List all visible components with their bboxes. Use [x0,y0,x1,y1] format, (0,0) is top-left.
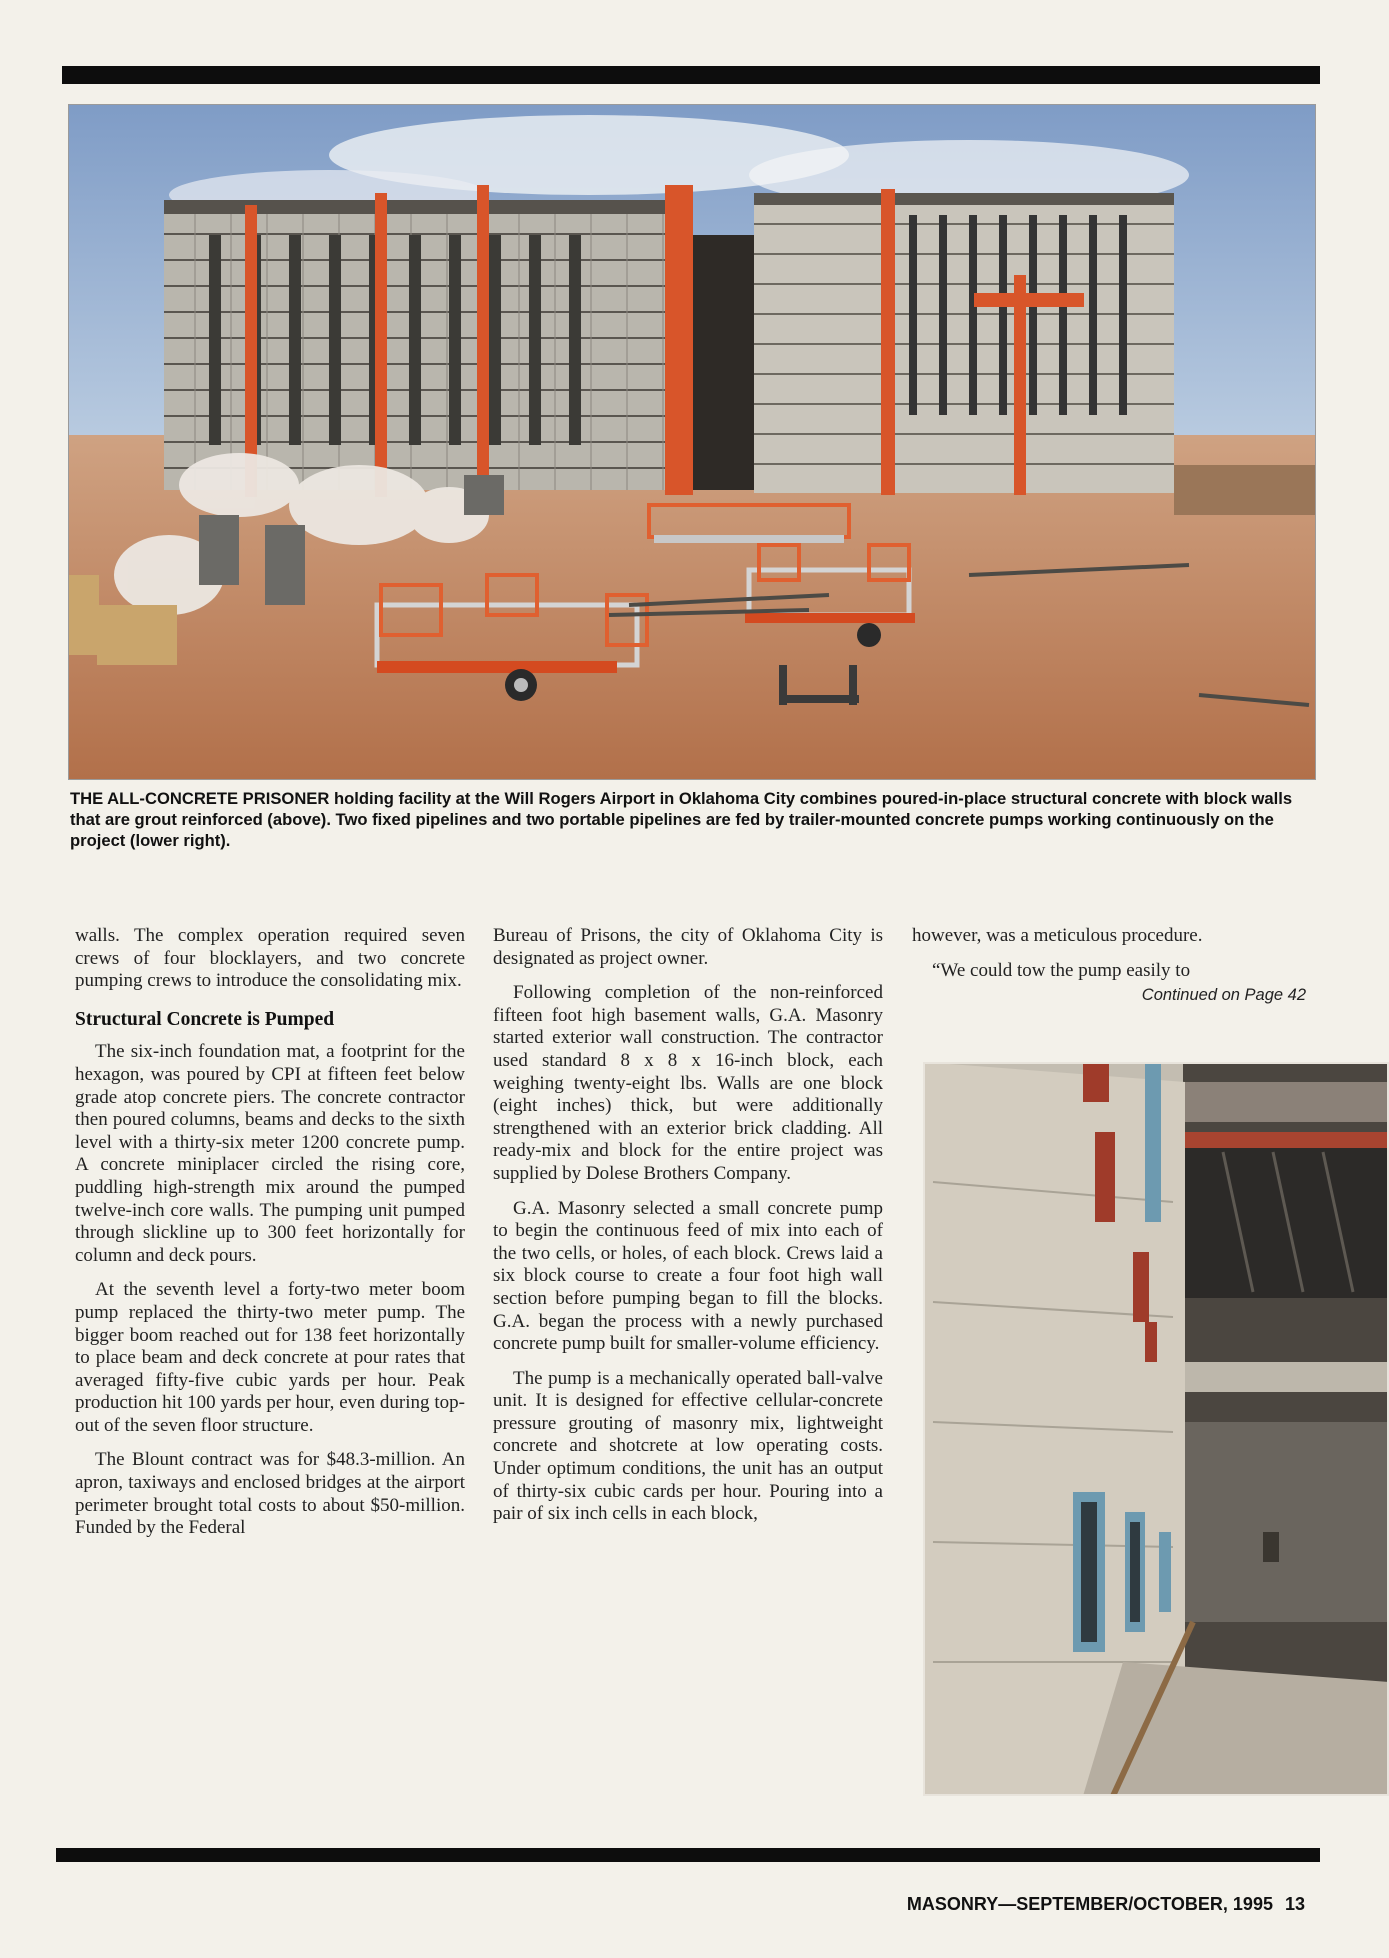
paragraph: “We could tow the pump easily to [932,959,1191,981]
page-footer [907,1894,1305,1915]
paragraph: The pump is a mechanically operated ball-valve unit. It is designed for effective cellular-concrete pressure grouting of masonry mix, lightweight concrete and shotcrete at low operating costs. Under optimum conditions, the unit has an output of thirty-six cubic cards per hour. Pouring into a pair of six inch cells in each block, [493,1367,883,1525]
photo-caption: THE ALL-CONCRETE PRISONER holding facility at the Will Rogers Airport in Oklahoma City combines poured-in-place structural concrete with block walls that are grout reinforced (above). Two fixed pipelines and two portable pipelines are fed by trailer-mounted concrete pumps working continuously on the project (lower right). [70,789,1293,850]
article-column-2 [493,925,883,1538]
paragraph: G.A. Masonry selected a small concrete pump to begin the continuous feed of mix into each of the two cells, or holes, of each block. Crews laid a six block course to create a four foot high wall section before pumping began to fill the blocks. G.A. began the process with a newly purchased concrete pump built for smaller-volume efficiency. [493,1197,883,1355]
top-rule [62,66,1320,84]
paragraph: Bureau of Prisons, the city of Oklahoma City is designated as project owner. [493,925,883,969]
paragraph: The Blount contract was for $48.3-million. An apron, taxiways and enclosed bridges at the airport perimeter brought total costs to about $50-million. Funded by the Federal [75,1449,465,1539]
paragraph: walls. The complex operation required seven crews of four blocklayers, and two concrete pumping crews to introduce the consolidating mix. [75,925,465,992]
construction-site-photo [68,104,1316,780]
continued-on-link[interactable]: Continued on Page 42 [1141,986,1306,1005]
bottom-rule [56,1848,1320,1862]
section-heading: Structural Concrete is Pumped [75,1008,335,1030]
article-column-3 [912,925,1306,1007]
paragraph: however, was a meticulous procedure. [912,925,1203,946]
article-column-1 [75,925,465,1552]
paragraph: Following completion of the non-reinforced fifteen foot high basement walls, G.A. Masonry started exterior wall construction. The contractor used standard 8 x 8 x 16-inch block, each weighing twenty-eight lbs. Walls are one block (eight inches) thick, but were additionally strengthened with an exterior brick cladding. All ready-mix and block for the entire project was supplied by Dolese Brothers Company. [493,982,883,1184]
publication-line: MASONRY—SEPTEMBER/OCTOBER, 1995 [906,1894,1273,1914]
paragraph: The six-inch foundation mat, a footprint for the hexagon, was poured by CPI at fifteen feet below grade atop concrete piers. The concrete contractor then poured columns, beams and decks to the sixth level with a thirty-six meter 1200 concrete pump. A concrete miniplacer circled the rising core, puddling high-strength mix around the pumped twelve-inch core walls. The pumping unit pumped through slickline up to 300 feet horizontally for column and deck pours. [75,1041,465,1266]
page-number: 13 [1284,1894,1305,1914]
grouted-wall-photo [923,1062,1389,1796]
paragraph: At the seventh level a forty-two meter boom pump replaced the thirty-two meter pump. The bigger boom reached out for 138 feet horizontally to place beam and deck concrete at pour rates that averaged fifty-five cubic yards per hour. Peak production hit 100 yards per hour, even during top-out of the seven floor structure. [75,1279,465,1436]
